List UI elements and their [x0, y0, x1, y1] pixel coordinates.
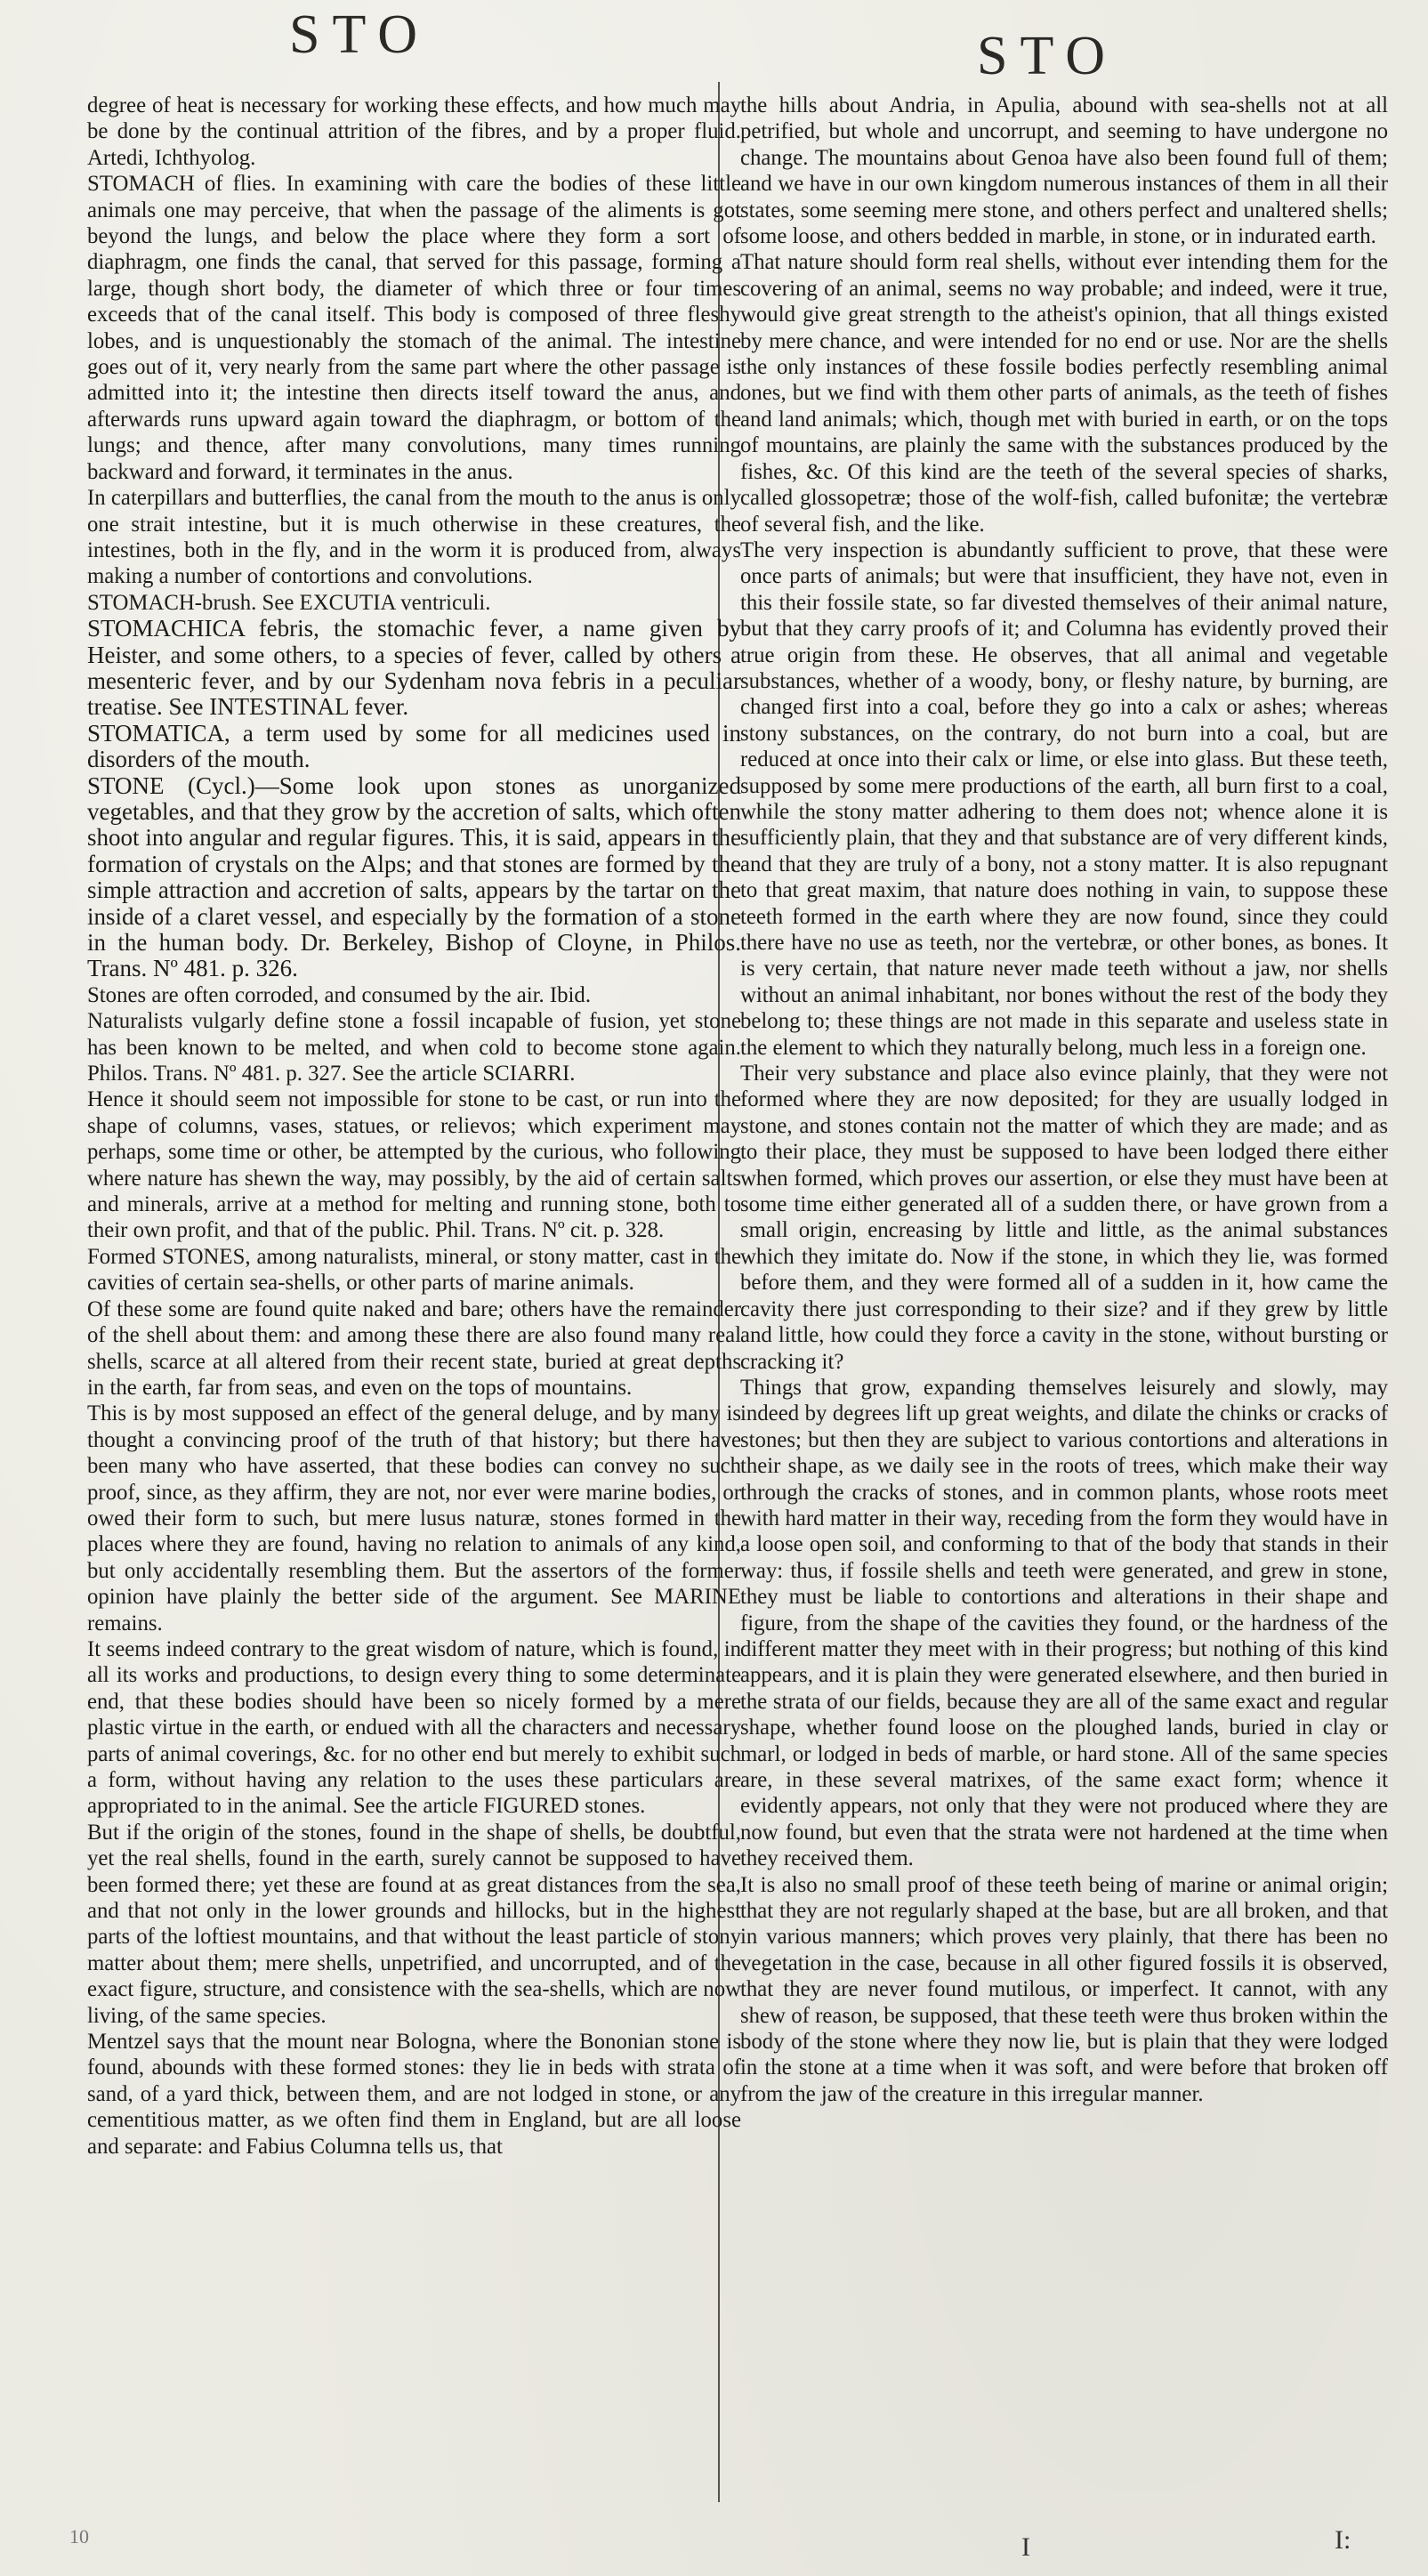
paragraph-stomach-of-flies: STOMACH of flies. In examining with care the bodies of these little animals one may perceive, that when the passage of the aliments is got beyond the lungs, and below the place where they form a sort of diaphragm, one finds the canal, that served for this passage, forming a large, though short body, the diameter of which three or four times exceeds that of the canal itself. This body is composed of three fleshy lobes, and is unquestionably the stomach of the animal. The intestine goes out of it, very nearly from the same part where the other passage is admitted into it; the intestine then directs itself toward the anus, and afterwards runs upward again toward the diaphragm, or bottom of the lungs; and thence, after many convolutions, many times running backward and forward, it terminates in the anus.: [87, 172, 741, 484]
entry-stomachica-febris: STOMACHICA febris, the stomachic fever, a name given by Heister, and some others, to a species of fever, called by others a mesenteric fever, and by our Sydenham nova febris in a peculiar treatise. See INTESTINAL fever.: [87, 615, 741, 721]
footer-signature-mark: I: [1021, 2532, 1030, 2562]
paragraph-things-that-grow: Things that grow, expanding themselves leisurely and slowly, may indeed by degrees lift up great weights, and dilate the chinks or cracks of stones; but then they are subject to various contortions and alterations in their shape, as we daily see in the roots of trees, which make their way through the cracks of stones, and in common plants, whose roots meet with hard matter in their way, receding from the form they would have in a loose open soil, and conforming to that of the body that stands in their way: thus, if fossile shells and teeth were generated, and grew in stone, they must be liable to contortions and alterations in their shape and figure, from the shape of the cavities they found, or the hardness of the different matter they meet with in their progress; but nothing of this kind appears, and it is plain they were generated elsewhere, and then buried in the strata of our fields, because they are all of the same exact and regular shape, whether found loose on the ploughed lands, buried in clay or marl, or lodged in beds of marble, or hard stone. All of the same species are, in these several matrixes, of the same exact form; whence it evidently appears, not only that they were not produced where they are now found, but even that the strata were not hardened at the time when they received them.: [740, 1375, 1388, 1871]
right-text-column: [740, 93, 1388, 2508]
paragraph-nature-real-shells: That nature should form real shells, without ever intending them for the covering of an animal, seems no way probable; and indeed, were it true, would give great strength to the atheist's opinion, that all things existed by mere chance, and were intended for no end or use. Nor are the shells the only instances of these fossile bodies perfectly resembling animal ones, but we find with them other parts of animals, as the teeth of fishes and land animals; which, though met with buried in earth, or on the tops of mountains, are plainly the same with the substances produced by the fishes, &c. Of this kind are the teeth of the several species of sharks, called glossopetræ; those of the wolf-fish, called bufonitæ; the vertebræ of several fish, and the like.: [740, 250, 1388, 537]
paragraph-origin-of-stones: But if the origin of the stones, found in the shape of shells, be doubtful, yet the real shells, found in the earth, surely cannot be supposed to have been formed there; yet these are found at as great distances from the sea, and that not only in the lower grounds and hillocks, but in the highest parts of the loftiest mountains, and that without the least particle of stony matter about them; mere shells, unpetrified, and uncorrupted, and of the exact figure, structure, and consistence with the sea-shells, which are now living, of the same species.: [87, 1820, 741, 2028]
paragraph-very-inspection: The very inspection is abundantly sufficient to prove, that these were once parts of animals; but were that insufficient, they have not, even in this their fossile state, so far divested themselves of their animal nature, but that they carry proofs of it; and Columna has evidently proved their true origin from these. He observes, that all animal and vegetable substances, whether of a woody, bony, or fleshy nature, by burning, are changed first into a coal, before they go into a calx or ashes; whereas stony substances, on the contrary, do not burn into a coal, but are reduced at once into their calx or lime, or else into glass. But these teeth, supposed by some mere productions of the earth, all burn first to a coal, while the stony matter adhering to them does not; whence alone it is sufficiently plain, that they and that substance are of very different kinds, and that they are truly of a bony, not a stony matter. It is also repugnant to that great maxim, that nature does nothing in vain, to suppose these teeth formed in the earth where they are now found, since they could there have no use as teeth, nor the vertebræ, or other bones, as bones. It is very certain, that nature never made teeth without a jaw, nor shells without an animal inhabitant, nor bones without the rest of the body they belong to; these things are not made in this separate and useless state in the element to which they naturally belong, much less in a foreign one.: [740, 537, 1388, 1060]
footer-catchword-mark: I:: [1335, 2525, 1351, 2555]
left-text-column: [87, 93, 741, 2508]
entry-stomach-brush: STOMACH-brush. See EXCUTIA ventriculi.: [87, 590, 491, 615]
entry-stomatica: STOMATICA, a term used by some for all medicines used in disorders of the mouth.: [87, 719, 741, 773]
paragraph-caterpillars: In caterpillars and butterflies, the canal from the mouth to the anus is only one strait intestine, but it is much otherwise in these creatures, the intestines, both in the fly, and in the worm it is produced from, always making a number of contortions and convolutions.: [87, 486, 741, 589]
paragraph-naturalists-define: Naturalists vulgarly define stone a fossil incapable of fusion, yet stone has been known to be melted, and when cold to become stone again. Philos. Trans. Nº 481. p. 327. See the article SCIARRI.: [87, 1009, 741, 1086]
running-head-right: STO: [977, 26, 1118, 86]
paragraph-wisdom-of-nature: It seems indeed contrary to the great wisdom of nature, which is found, in all its works and productions, to design every thing to some determinate end, that these bodies should have been so nicely formed by a mere plastic virtue in the earth, or endued with all the characters and necessary parts of animal coverings, &c. for no other end but merely to exhibit such a form, without having any relation to the uses these particulars are appropriated to in the animal. See the article FIGURED stones.: [87, 1636, 741, 1819]
running-head-left: STO: [289, 4, 431, 65]
paragraph-mentzel-bologna: Mentzel says that the mount near Bologna, where the Bononian stone is found, abounds with these formed stones: they lie in beds with strata of sand, of a yard thick, between them, and are not lodged in stone, or any cementitious matter, as we often find them in England, but are all loose and separate: and Fabius Columna tells us, that: [87, 2030, 741, 2159]
paragraph-naked-and-bare: Of these some are found quite naked and bare; others have the remainder of the shell about them: and among these there are also found many real shells, scarce at all altered from their recent state, buried at great depths in the earth, far from seas, and even on the tops of mountains.: [87, 1296, 741, 1400]
entry-stone: STONE (Cycl.)—Some look upon stones as unorganized vegetables, and that they grow by the accretion of salts, which often shoot into angular and regular figures. This, it is said, appears in the formation of crystals on the Alps; and that stones are formed by the simple attraction and accretion of salts, appears by the tartar on the inside of a claret vessel, and especially by the formation of a stone in the human body. Dr. Berkeley, Bishop of Cloyne, in Philos. Trans. Nº 481. p. 326.: [87, 771, 741, 982]
paragraph-stones-corroded: Stones are often corroded, and consumed by the air. Ibid.: [87, 982, 592, 1007]
paragraph-general-deluge: This is by most supposed an effect of the general deluge, and by many is thought a convincing proof of the truth of that history; but there have been many who have asserted, that these bodies can convey no such proof, since, as they affirm, they are not, nor ever were marine bodies, or owed their form to such, but mere lusus naturæ, stones formed in the places where they are found, having no relation to animals of any kind, but only accidentally resembling them. But the assertors of the former opinion have plainly the better side of the argument. See MARINE remains.: [87, 1401, 741, 1635]
paragraph-stone-cast: Hence it should seem not impossible for stone to be cast, or run into the shape of columns, vases, statues, or relievos; which experiment may perhaps, some time or other, be attempted by the curious, who following where nature has shewn the way, may possibly, by the aid of certain salts and minerals, arrive at a method for melting and running stone, both to their own profit, and that of the public. Phil. Trans. Nº cit. p. 328.: [87, 1087, 741, 1243]
paragraph-hills-andria: the hills about Andria, in Apulia, abound with sea-shells not at all petrified, but whole and uncorrupt, and seeming to have undergone no change. The mountains about Genoa have also been found full of them; and we have in our own kingdom numerous instances of them in all their states, some seeming mere stone, and others perfect and unaltered shells; some loose, and others bedded in marble, in stone, or in indurated earth.: [740, 93, 1388, 249]
entry-formed-stones: Formed STONES, among naturalists, mineral, or stony matter, cast in the cavities of certain sea-shells, or other parts of marine animals.: [87, 1244, 741, 1296]
paragraph-marine-origin: It is also no small proof of these teeth being of marine or animal origin; that they are not regularly shaped at the base, but are all broken, and that in various manners; which proves very plainly, that there has been no vegetation in the case, because in all other figured fossils it is observed, that they are never found mutilous, or imperfect. It cannot, with any shew of reason, be supposed, that these teeth were thus broken within the body of the stone where they now lie, but is plain that they were lodged in the stone at a time when it was soft, and were before that broken off from the jaw of the creature in this irregular manner.: [740, 1872, 1388, 2106]
paragraph-substance-and-place: Their very substance and place also evince plainly, that they were not formed where they are now deposited; for they are usually lodged in stone, and stones contain not the matter of which they are made; and as to their place, they must be supposed to have been lodged there either when formed, which proves our assertion, or else they must have been at some time either generated all of a sudden there, or have grown from a small origin, encreasing by little and little, as the animal substances which they imitate do. Now if the stone, in which they lie, was formed before them, and they were formed all of a sudden in it, how came the cavity there just corresponding to their size? and if they grew by little and little, how could they force a cavity in the stone, without bursting or cracking it?: [740, 1062, 1388, 1374]
footer-margin-mark: 10: [69, 2525, 89, 2548]
paragraph-heat-fibres: degree of heat is necessary for working these effects, and how much may be done by the continual attrition of the fibres, and by a proper fluid. Artedi, Ichthyolog.: [87, 93, 741, 170]
